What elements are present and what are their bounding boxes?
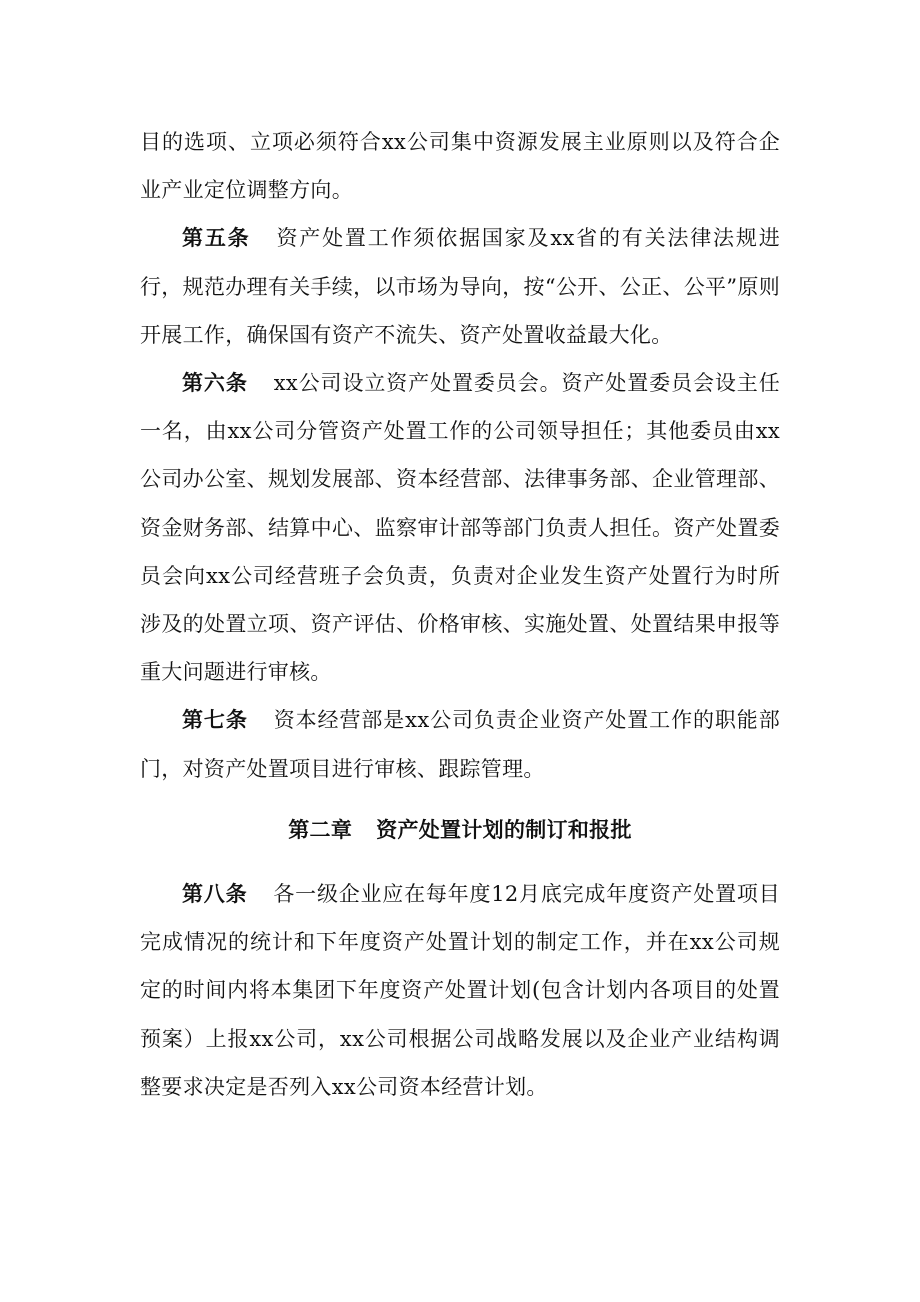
- article-label: 第七条: [182, 707, 248, 733]
- chapter-title: 资产处置计划的制订和报批: [376, 817, 632, 842]
- article-label: 第八条: [182, 881, 248, 906]
- article-text: xx公司设立资产处置委员会。资产处置委员会设主任一名，由xx公司分管资产处置工作的公司领导担任；其他委员由xx公司办公室、规划发展部、资本经营部、法律事务部、企业管理部、资金财务部、结算中心、监察审计部等部门负责人担任。资产处置委员会向xx公司经营班子会负责，负责对企业发生资产处置行为时所涉及的处置立项、资产评估、价格审核、实施处置、处置结果申报等重大问题进行审核。: [140, 371, 780, 685]
- article-text: 资本经营部是xx公司负责企业资产处置工作的职能部门，对资产处置项目进行审核、跟踪管理。: [140, 708, 780, 781]
- document-body-part-2: [140, 870, 780, 1111]
- article-6: [140, 359, 780, 696]
- article-text: 资产处置工作须依据国家及xx省的有关法律法规进行，规范办理有关手续，以市场为导向，按“公开、公正、公平”原则开展工作，确保国有资产不流失、资产处置收益最大化。: [140, 226, 780, 347]
- document-body-part-1: [140, 118, 780, 793]
- article-8: [140, 870, 780, 1111]
- article-label: 第五条: [182, 225, 251, 251]
- article-label: 第六条: [182, 370, 248, 396]
- article-text: 各一级企业应在每年度12月底完成年度资产处置项目完成情况的统计和下年度资产处置计划的制定工作，并在xx公司规定的时间内将本集团下年度资产处置计划(包含计划内各项目的处置预案）上报xx公司，xx公司根据公司战略发展以及企业产业结构调整要求决定是否列入xx公司资本经营计划。: [140, 882, 781, 1099]
- article-7: [140, 696, 780, 792]
- article-5: [140, 214, 780, 359]
- chapter-number: 第二章: [288, 817, 353, 842]
- paragraph-continuation: 目的选项、立项必须符合xx公司集中资源发展主业原则以及符合企业产业定位调整方向。: [140, 130, 780, 203]
- chapter-heading: [140, 806, 780, 854]
